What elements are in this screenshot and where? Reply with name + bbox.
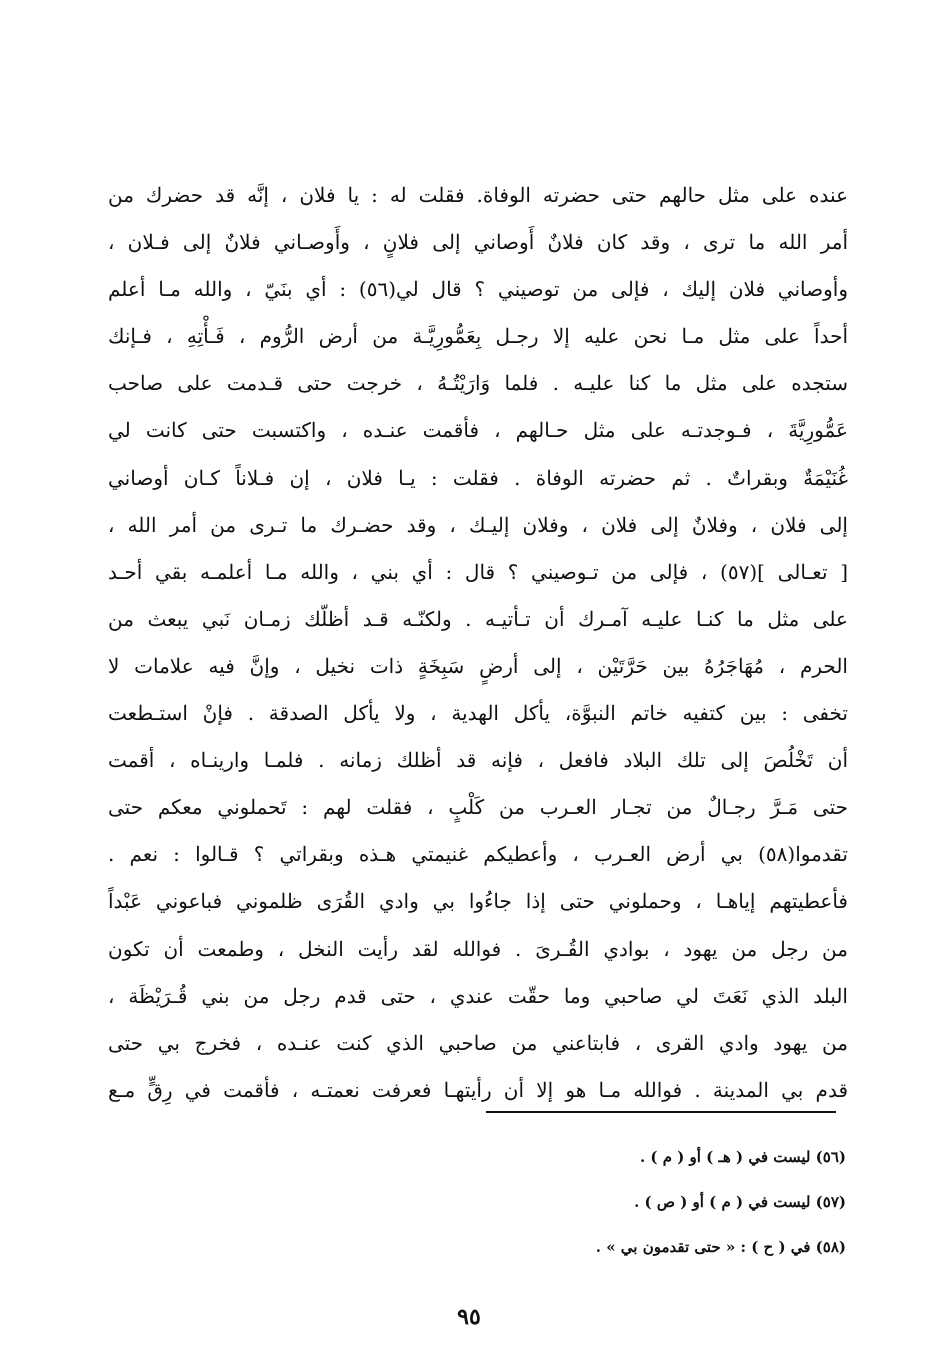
text-line: إلى فلان ، وفلانٌ إلى فلان ، وفلان إليـك ، وقد حضـرك ما تـرى من أمر الله ، — [108, 512, 848, 537]
text-line: من يهود وادي القرى ، فابتاعني من صاحبي الذي كنت عنـده ، فخرج بي حتى — [108, 1030, 848, 1055]
text-line: من رجل من يهود ، بوادي القُـرىَ . فوالله لقد رأيت النخل ، وطمعت أن تكون — [108, 936, 848, 961]
text-line: قدم بي المدينة . فوالله مـا هو إلا أن رأيتهـا فعرفت نعمتـه ، فأقمت في رِقٍّ مـع — [108, 1077, 848, 1102]
text-line: على مثل ما كنـا عليـه آمـرك أن تـأتيـه . ولكنّـه قـد أظلّك زمـان نَبي يبعث من — [108, 606, 848, 631]
text-line: حتى مَـرَّ رجـالٌ من تجـار العـرب من كَلْبٍ ، فقلت لهم : تَحملوني معكم حتى — [108, 795, 848, 820]
text-line: غُنَيْمَةٌ وبقراتٌ . ثم حضرته الوفاة . فقلت : يـا فلان ، إن فـلاناً كـان أوصاني — [108, 465, 848, 490]
text-line: ستجده على مثل ما كنا عليـه . فلما وَارَيْتُـهُ ، خرجت حتى قـدمت على صاحب — [108, 371, 848, 396]
text-line: أحداً على مثل مـا نحن عليه إلا رجـل بِعَمُّورِيَّـة من أرض الرُّوم ، فَـأْتِهِ ، فـإنك — [108, 324, 848, 349]
text-line: [ تعـالى ](٥٧) ، فإلى من تـوصيني ؟ قال : أي بني ، والله مـا أعلمـه بقي أحـد — [108, 559, 848, 584]
text-line: تخفى : بين كتفيه خاتم النبوَّة، يأكل الهدية ، ولا يأكل الصدقة . فإنْ استـطعت — [108, 701, 848, 726]
footnote-57: (٥٧) ليست في ( م ) أو ( ص ) . — [634, 1193, 846, 1211]
text-line: الحرم ، مُهَاجَرُهُ بين حَرَّتَيْن ، إلى أرضٍ سَبِخَةٍ ذات نخيل ، وإنَّ فيه علامات لا — [108, 653, 848, 678]
page-number: ٩٥ — [457, 1304, 481, 1330]
text-line: فأعطيتهم إياهـا ، وحملوني حتى إذا جاءُوا بي وادي القُرَى ظلموني فباعوني عَبْداً — [108, 889, 848, 914]
text-line: تقدموا(٥٨) بي أرض العـرب ، وأعطيكم غنيمتي هـذه وبقراتي ؟ قـالوا : نعم . — [108, 842, 848, 867]
footnotes-block — [146, 1136, 846, 1271]
text-line: أمر الله ما ترى ، وقد كان فلانٌ أَوصاني إلى فلانٍ ، وأَوصـاني فلانٌ إلى فـلان ، — [108, 230, 848, 255]
footnote-divider — [486, 1111, 836, 1113]
main-text-block — [108, 172, 848, 1114]
footnote-58: (٥٨) في ( ح ) : « حتى تقدمون بي » . — [595, 1238, 846, 1256]
text-line: البلد الذي نَعَتَ لي صاحبي وما حقّت عندي ، حتى قدم رجل من بني قُـرَيْظَة ، — [108, 983, 848, 1008]
text-line: أن تَخْلُصَ إلى تلك البلاد فافعل ، فإنه قد أظلك زمانه . فلمـا وارينـاه ، أقمت — [108, 748, 848, 773]
text-line: عَمُّورِيَّةَ ، فـوجدتـه على مثل حـالهم ، فأقمت عنـده ، واكتسبت حتى كانت لي — [108, 418, 848, 443]
footnote-56: (٥٦) ليست في ( هـ ) أو ( م ) . — [639, 1148, 846, 1166]
text-line: عنده على مثل حالهم حتى حضرته الوفاة. فقلت له : يا فلان ، إنَّه قد حضرك من — [108, 183, 848, 207]
text-line: وأوصاني فلان إليك ، فإلى من توصيني ؟ قال لي(٥٦) : أي بنَيّ ، والله مـا أعلم — [108, 277, 848, 302]
